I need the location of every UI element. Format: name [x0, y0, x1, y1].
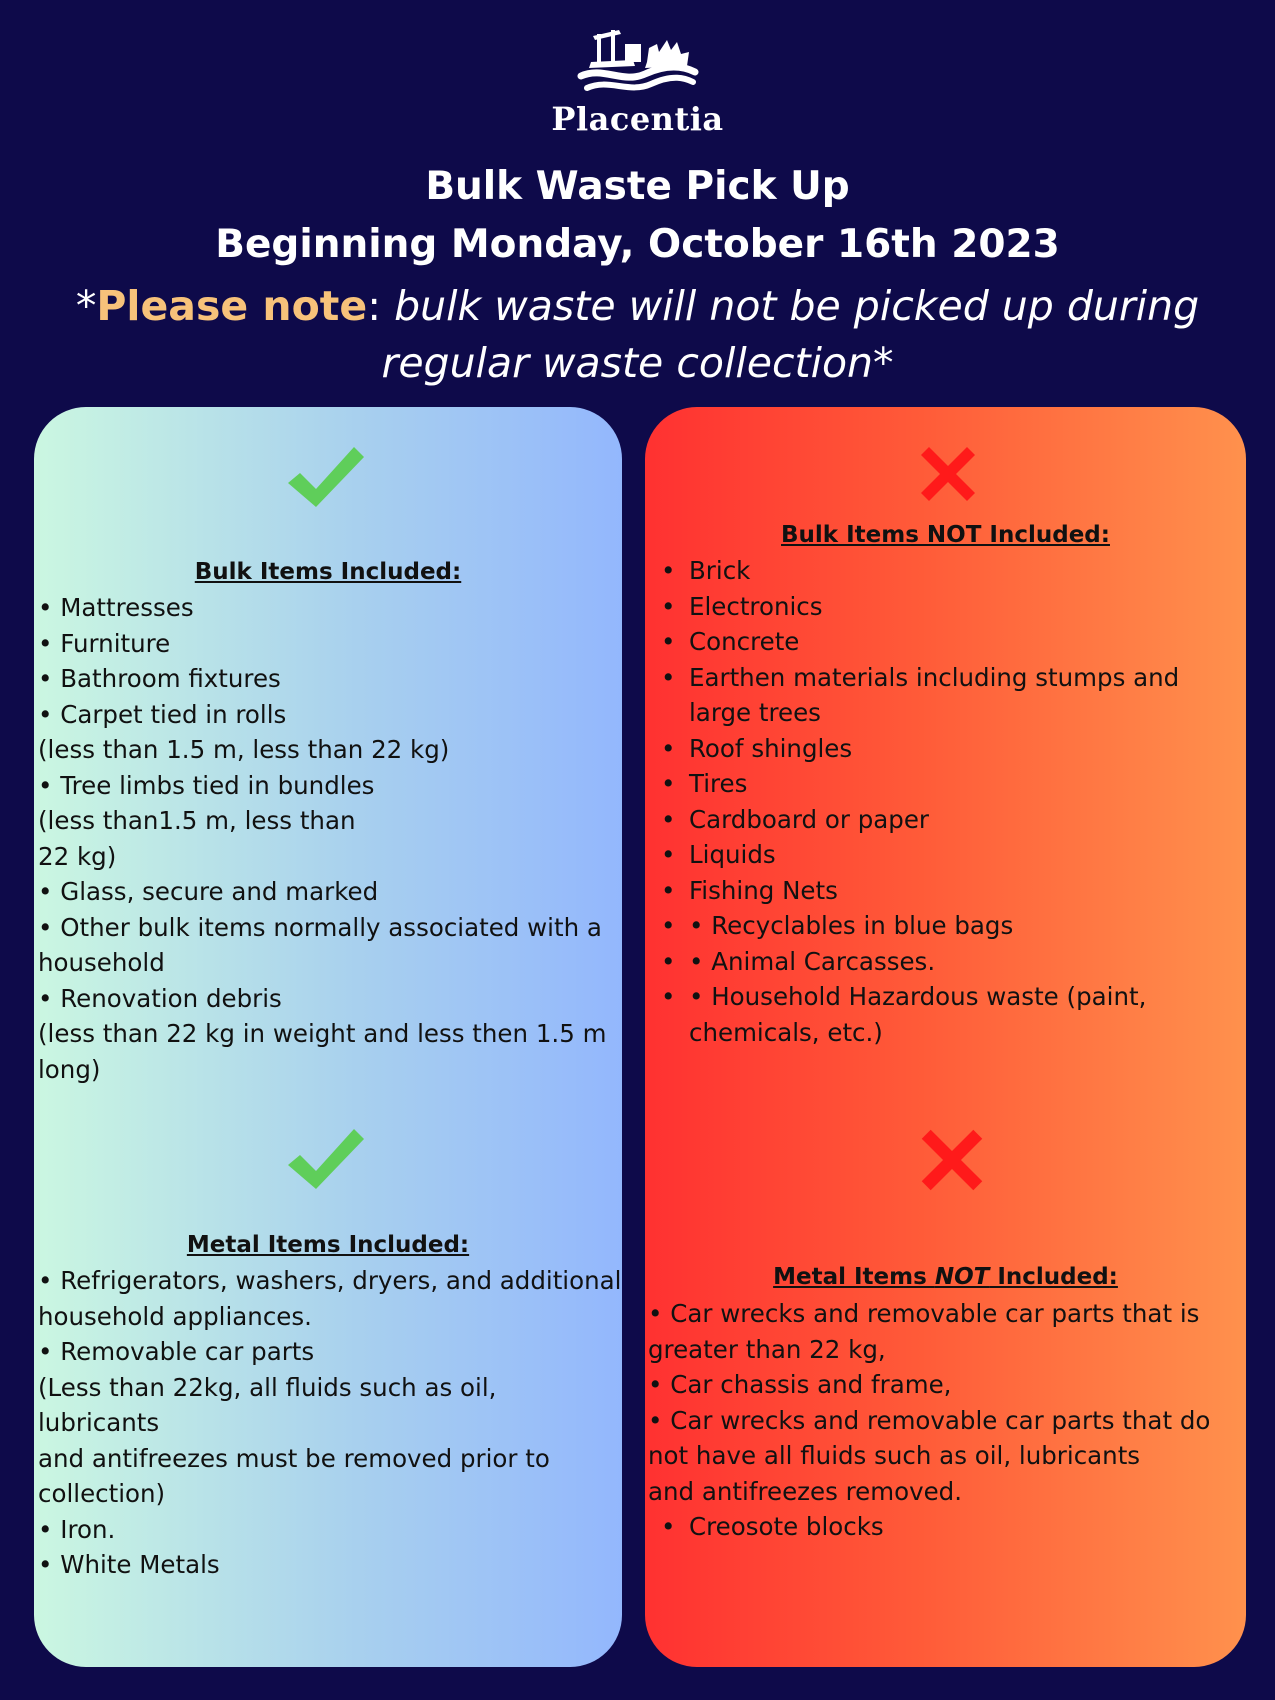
list-item: household: [38, 948, 165, 977]
note-colon: :: [367, 282, 382, 330]
list-item: greater than 22 kg,: [648, 1334, 886, 1364]
cross-icon: [915, 441, 981, 507]
list-item: • • Animal Carcasses.: [645, 944, 1235, 980]
list-item: • Other bulk items normally associated with a: [38, 912, 602, 942]
check-icon: [284, 443, 368, 513]
list-item: • Mattresses: [38, 593, 194, 622]
list-item: • Car wrecks and removable car parts that is: [648, 1299, 1200, 1328]
bulk-not-included-heading: Bulk Items NOT Included:: [781, 522, 1110, 548]
list-item: • Electronics: [645, 589, 1235, 625]
list-item: • Refrigerators, washers, dryers, and additional: [38, 1266, 622, 1295]
metal-not-included-heading: [645, 1264, 1246, 1290]
bulk-not-included-list: [645, 553, 1235, 1050]
bulk-included-list: [38, 590, 618, 1087]
list-item: • Iron.: [38, 1514, 116, 1544]
logo: [0, 22, 1275, 138]
list-item: • Furniture: [38, 628, 171, 658]
note-prefix: *: [75, 282, 97, 330]
list-item: (Less than 22kg, all fluids such as oil, lubricants: [38, 1372, 497, 1437]
bulk-included-heading: Bulk Items Included:: [194, 559, 462, 585]
metal-not-included-list: [648, 1296, 1244, 1509]
list-item: • Bathroom fixtures: [38, 664, 281, 693]
heading-part: Included:: [989, 1264, 1118, 1290]
list-item: • Concrete: [645, 624, 1235, 660]
list-item: • • Household Hazardous waste (paint,: [645, 979, 1235, 1015]
list-item: • Roof shingles: [645, 731, 1235, 767]
page-subtitle: Beginning Monday, October 16th 2023: [215, 222, 1060, 267]
list-item: • Carpet tied in rolls: [38, 699, 287, 729]
list-item: • Creosote blocks: [645, 1509, 1235, 1545]
page-title: Bulk Waste Pick Up: [425, 164, 850, 209]
list-item: household appliances.: [38, 1301, 312, 1331]
metal-included-heading: Metal Items Included:: [186, 1232, 470, 1258]
list-item: not have all fluids such as oil, lubricants: [648, 1441, 1141, 1470]
cross-icon: [915, 1123, 989, 1197]
list-item: • Car wrecks and removable car parts that do: [648, 1405, 1211, 1435]
list-item: • Fishing Nets: [645, 873, 1235, 909]
metal-not-included-extra: [645, 1509, 1235, 1545]
list-item: • Liquids: [645, 837, 1235, 873]
included-panel: [34, 407, 622, 1667]
list-item: • Brick: [645, 553, 1235, 589]
logo-text: Placentia: [551, 100, 724, 138]
list-item: • Car chassis and frame,: [648, 1370, 952, 1399]
list-item: • • Recyclables in blue bags: [645, 908, 1235, 944]
note-text: bulk waste will not be picked up during regular waste collection*: [381, 282, 1200, 387]
list-item: (less than 22 kg in weight and less then 1.5 m: [38, 1019, 607, 1048]
list-item: and antifreezes removed.: [648, 1476, 963, 1506]
list-item: • White Metals: [38, 1550, 220, 1579]
collection-note: [60, 278, 1215, 392]
list-item: • Renovation debris: [38, 983, 282, 1013]
check-icon: [284, 1125, 368, 1195]
list-item: 22 kg): [38, 841, 117, 871]
list-item: • Cardboard or paper: [645, 802, 1235, 838]
list-item: collection): [38, 1479, 166, 1508]
not-included-panel: [645, 407, 1246, 1667]
metal-included-list: [38, 1263, 622, 1583]
heading-emphasis: NOT: [934, 1264, 990, 1290]
list-item-continuation: large trees: [689, 698, 821, 727]
list-item: • Tree limbs tied in bundles: [38, 770, 375, 800]
list-item: and antifreezes must be removed prior to: [38, 1443, 550, 1473]
list-item: • Glass, secure and marked: [38, 877, 379, 906]
note-highlight: Please note: [96, 282, 368, 330]
list-item-continuation: chemicals, etc.): [689, 1017, 883, 1047]
list-item: (less than 1.5 m, less than 22 kg): [38, 735, 450, 764]
list-item: • Removable car parts: [38, 1337, 315, 1366]
placentia-logo-icon: [573, 22, 703, 100]
list-item: • Earthen materials including stumps and: [645, 660, 1235, 696]
list-item: (less than1.5 m, less than: [38, 806, 356, 835]
list-item: long): [38, 1054, 101, 1084]
heading-part: Metal Items: [773, 1264, 935, 1290]
list-item: • Tires: [645, 766, 1235, 802]
